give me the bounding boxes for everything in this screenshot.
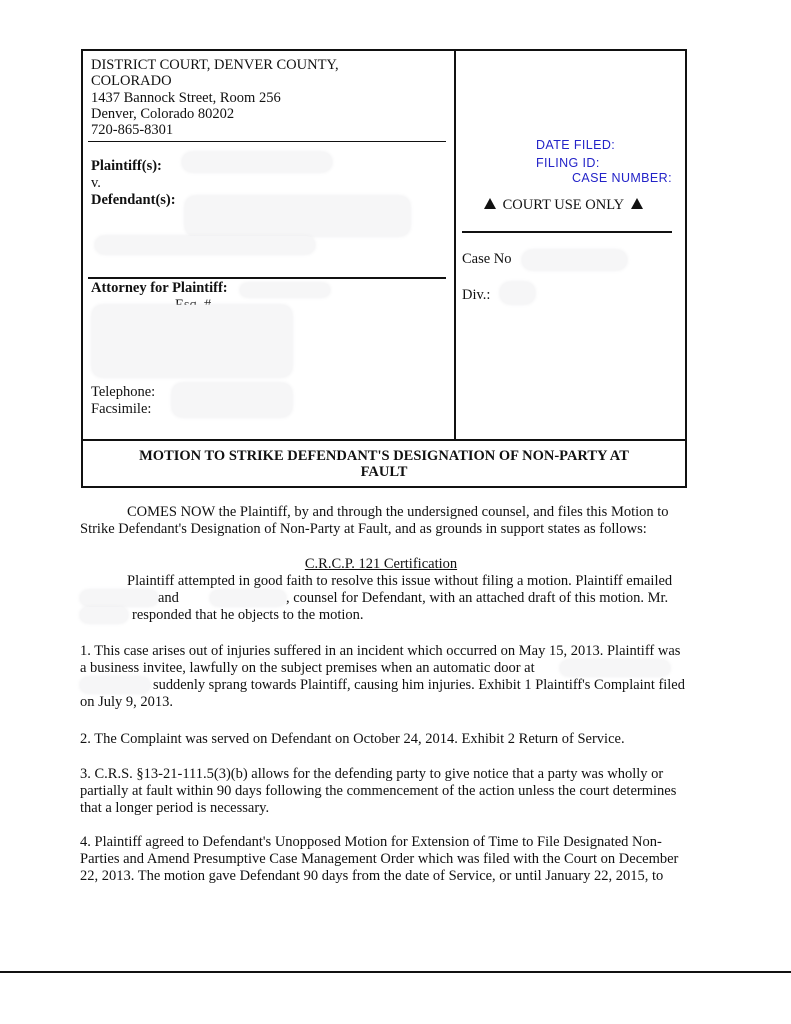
box-left-border xyxy=(81,49,83,488)
triangle-up-icon xyxy=(484,198,496,209)
motion-title-line1: MOTION TO STRIKE DEFENDANT'S DESIGNATION OF NON-PARTY AT xyxy=(139,448,629,464)
paragraph-1-line1: 1. This case arises out of injuries suffered in an incident which occurred on May 15, 2013. Plaintiff was xyxy=(80,643,681,659)
telephone-label: Telephone: xyxy=(91,384,156,400)
certification-heading: C.R.C.P. 121 Certification xyxy=(304,556,458,572)
plaintiff-label: Plaintiff(s): xyxy=(91,158,162,174)
court-phone: 720-865-8301 xyxy=(91,122,174,138)
certification-line2-rest: , counsel for Defendant, with an attached draft of this motion. Mr. xyxy=(286,590,669,606)
paragraph-3-line2: partially at fault within 90 days following the commencement of the action unless the court determines xyxy=(80,783,677,799)
paragraph-1-line4: on July 9, 2013. xyxy=(80,694,174,710)
certification-line2-and: and xyxy=(158,590,179,606)
attorney-label: Attorney for Plaintiff: xyxy=(91,280,228,296)
court-address-line1: 1437 Bannock Street, Room 256 xyxy=(91,90,281,106)
paragraph-4-line1: 4. Plaintiff agreed to Defendant's Unopposed Motion for Extension of Time to File Designated Non- xyxy=(80,834,662,850)
page-bottom-rule xyxy=(0,971,791,973)
date-filed-stamp: DATE FILED: xyxy=(536,138,616,152)
redacted-premises-2 xyxy=(80,677,150,693)
title-separator xyxy=(81,439,687,441)
redacted-case-number xyxy=(522,250,627,270)
box-top-border xyxy=(81,49,687,51)
defendant-label: Defendant(s): xyxy=(91,192,176,208)
redacted-premises xyxy=(560,660,670,676)
redacted-defense-counsel xyxy=(210,590,286,606)
court-use-only xyxy=(484,197,643,214)
redacted-phone-fax xyxy=(172,383,292,417)
redacted-attorney-name xyxy=(240,283,330,297)
court-use-only-label: COURT USE ONLY xyxy=(502,197,625,213)
court-use-rule xyxy=(462,231,672,233)
redacted-counsel-name xyxy=(80,607,128,623)
paragraph-3-line1: 3. C.R.S. §13-21-111.5(3)(b) allows for the defending party to give notice that a party was wholly or xyxy=(80,766,664,782)
box-bottom-border xyxy=(81,486,687,488)
case-no-label: Case No xyxy=(462,251,512,267)
redacted-defendant-name xyxy=(185,196,410,236)
redacted-division xyxy=(500,282,535,304)
filing-id-stamp: FILING ID: xyxy=(536,156,600,170)
case-number-stamp: CASE NUMBER: xyxy=(572,171,672,185)
parties-rule xyxy=(88,277,446,279)
triangle-up-icon xyxy=(631,198,643,209)
certification-line3: responded that he objects to the motion. xyxy=(132,607,364,623)
versus: v. xyxy=(91,175,101,191)
court-address-line2: Denver, Colorado 80202 xyxy=(91,106,235,122)
motion-title-line2: FAULT xyxy=(360,464,408,480)
paragraph-1-line2: a business invitee, lawfully on the subject premises when an automatic door at xyxy=(80,660,535,676)
court-name-line1: DISTRICT COURT, DENVER COUNTY, xyxy=(91,57,339,73)
facsimile-label: Facsimile: xyxy=(91,401,152,417)
paragraph-4-line2: Parties and Amend Presumptive Case Management Order which was filed with the Court on December xyxy=(80,851,679,867)
court-info-rule xyxy=(88,141,446,142)
paragraph-2: 2. The Complaint was served on Defendant on October 24, 2014. Exhibit 2 Return of Service. xyxy=(80,731,625,747)
paragraph-3-line3: that a longer period is necessary. xyxy=(80,800,270,816)
paragraph-4-line3: 22, 2013. The motion gave Defendant 90 days from the date of Service, or until January 22, 2015, to xyxy=(80,868,664,884)
redacted-plaintiff-name xyxy=(182,152,332,172)
paragraph-1-line3: suddenly sprang towards Plaintiff, causing him injuries. Exhibit 1 Plaintiff's Complaint filed xyxy=(153,677,685,693)
redacted-attorney-info xyxy=(92,305,292,377)
redacted-plaintiff-attorney xyxy=(80,590,158,606)
certification-line1: Plaintiff attempted in good faith to resolve this issue without filing a motion. Plaintiff emailed xyxy=(127,573,673,589)
box-right-border xyxy=(685,49,687,488)
intro-line2: Strike Defendant's Designation of Non-Party at Fault, and as grounds in support states as follows: xyxy=(80,521,647,537)
court-name-line2: COLORADO xyxy=(91,73,172,89)
box-column-divider xyxy=(454,49,456,440)
intro-line1: COMES NOW the Plaintiff, by and through the undersigned counsel, and files this Motion to xyxy=(127,504,669,520)
div-label: Div.: xyxy=(462,287,491,303)
redacted-defendant-name-2 xyxy=(95,236,315,254)
